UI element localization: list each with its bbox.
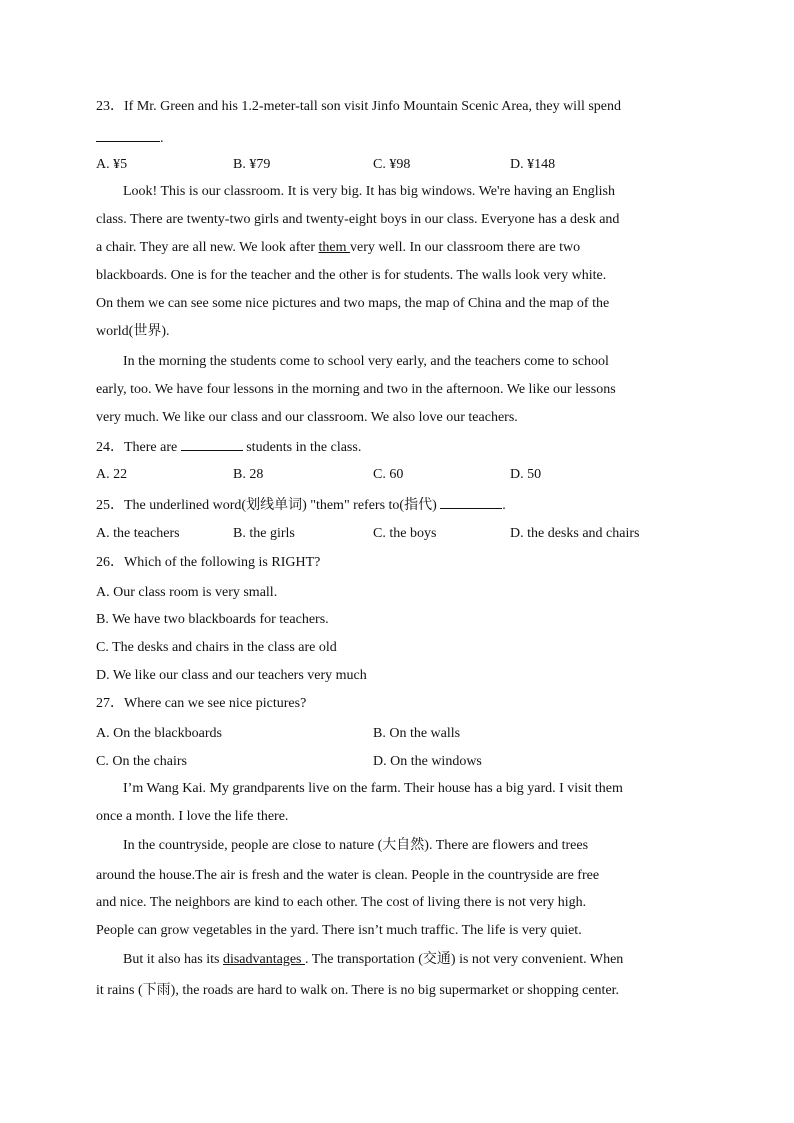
question-26-stem: 26．Which of the following is RIGHT? bbox=[96, 555, 321, 570]
q26-option-a: A. Our class room is very small. bbox=[96, 585, 278, 600]
q24-option-c: C. 60 bbox=[373, 467, 404, 482]
answer-blank[interactable] bbox=[440, 495, 502, 509]
passage2-line: People can grow vegetables in the yard. There isn’t much traffic. The life is very quiet. bbox=[96, 923, 582, 938]
passage1-line: world(世界). bbox=[96, 324, 170, 339]
underlined-word-them: them bbox=[318, 240, 351, 255]
answer-blank[interactable] bbox=[181, 437, 243, 451]
passage2-line: around the house.The air is fresh and the water is clean. People in the countryside are free bbox=[96, 868, 600, 883]
question-23-blank-line: . bbox=[96, 128, 164, 148]
question-27-stem: 27．Where can we see nice pictures? bbox=[96, 696, 307, 711]
q26-option-b: B. We have two blackboards for teachers. bbox=[96, 612, 329, 627]
q23-option-a: A. ¥5 bbox=[96, 157, 128, 172]
passage1-line: In the morning the students come to school very early, and the teachers come to school bbox=[123, 354, 609, 369]
passage2-line: and nice. The neighbors are kind to each other. The cost of living there is not very high. bbox=[96, 895, 587, 910]
q24-option-b: B. 28 bbox=[233, 467, 264, 482]
q24-option-d: D. 50 bbox=[510, 467, 542, 482]
q25-option-d: D. the desks and chairs bbox=[510, 526, 640, 541]
passage1-line: a chair. They are all new. We look after them very well. In our classroom there are two bbox=[96, 240, 581, 255]
question-24-stem: 24．There are students in the class. bbox=[96, 437, 361, 457]
answer-blank[interactable] bbox=[96, 128, 160, 142]
q23-option-b: B. ¥79 bbox=[233, 157, 271, 172]
q27-option-c: C. On the chairs bbox=[96, 754, 187, 769]
q24-option-a: A. 22 bbox=[96, 467, 128, 482]
passage2-line: In the countryside, people are close to nature (大自然). There are flowers and trees bbox=[123, 838, 589, 853]
q27-option-a: A. On the blackboards bbox=[96, 726, 222, 741]
q26-option-c: C. The desks and chairs in the class are old bbox=[96, 640, 337, 655]
passage1-line: blackboards. One is for the teacher and the other is for students. The walls look very white. bbox=[96, 268, 607, 283]
passage1-line: very much. We like our class and our classroom. We also love our teachers. bbox=[96, 410, 518, 425]
q23-option-c: C. ¥98 bbox=[373, 157, 411, 172]
passage1-line: early, too. We have four lessons in the morning and two in the afternoon. We like our lessons bbox=[96, 382, 616, 397]
passage1-line: class. There are twenty-two girls and twenty-eight boys in our class. Everyone has a desk and bbox=[96, 212, 620, 227]
q27-option-b: B. On the walls bbox=[373, 726, 461, 741]
passage2-line: But it also has its disadvantages . The transportation (交通) is not very convenient. When bbox=[123, 952, 624, 967]
q26-option-d: D. We like our class and our teachers very much bbox=[96, 668, 367, 683]
q25-option-c: C. the boys bbox=[373, 526, 437, 541]
underlined-word-disadvantages: disadvantages bbox=[222, 952, 305, 967]
q23-option-d: D. ¥148 bbox=[510, 157, 556, 172]
passage2-line: once a month. I love the life there. bbox=[96, 809, 289, 824]
passage2-line: I’m Wang Kai. My grandparents live on the farm. Their house has a big yard. I visit them bbox=[123, 781, 623, 796]
question-23-stem: 23．If Mr. Green and his 1.2-meter-tall son visit Jinfo Mountain Scenic Area, they will spend bbox=[96, 99, 622, 114]
passage1-line: On them we can see some nice pictures and two maps, the map of China and the map of the bbox=[96, 296, 610, 311]
q25-option-b: B. the girls bbox=[233, 526, 295, 541]
question-25-stem: 25．The underlined word(划线单词) "them" refers to(指代) . bbox=[96, 495, 506, 515]
passage2-line: it rains (下雨), the roads are hard to walk on. There is no big supermarket or shopping center. bbox=[96, 983, 620, 998]
q27-option-d: D. On the windows bbox=[373, 754, 482, 769]
passage1-line: Look! This is our classroom. It is very big. It has big windows. We're having an English bbox=[123, 184, 615, 199]
q25-option-a: A. the teachers bbox=[96, 526, 180, 541]
